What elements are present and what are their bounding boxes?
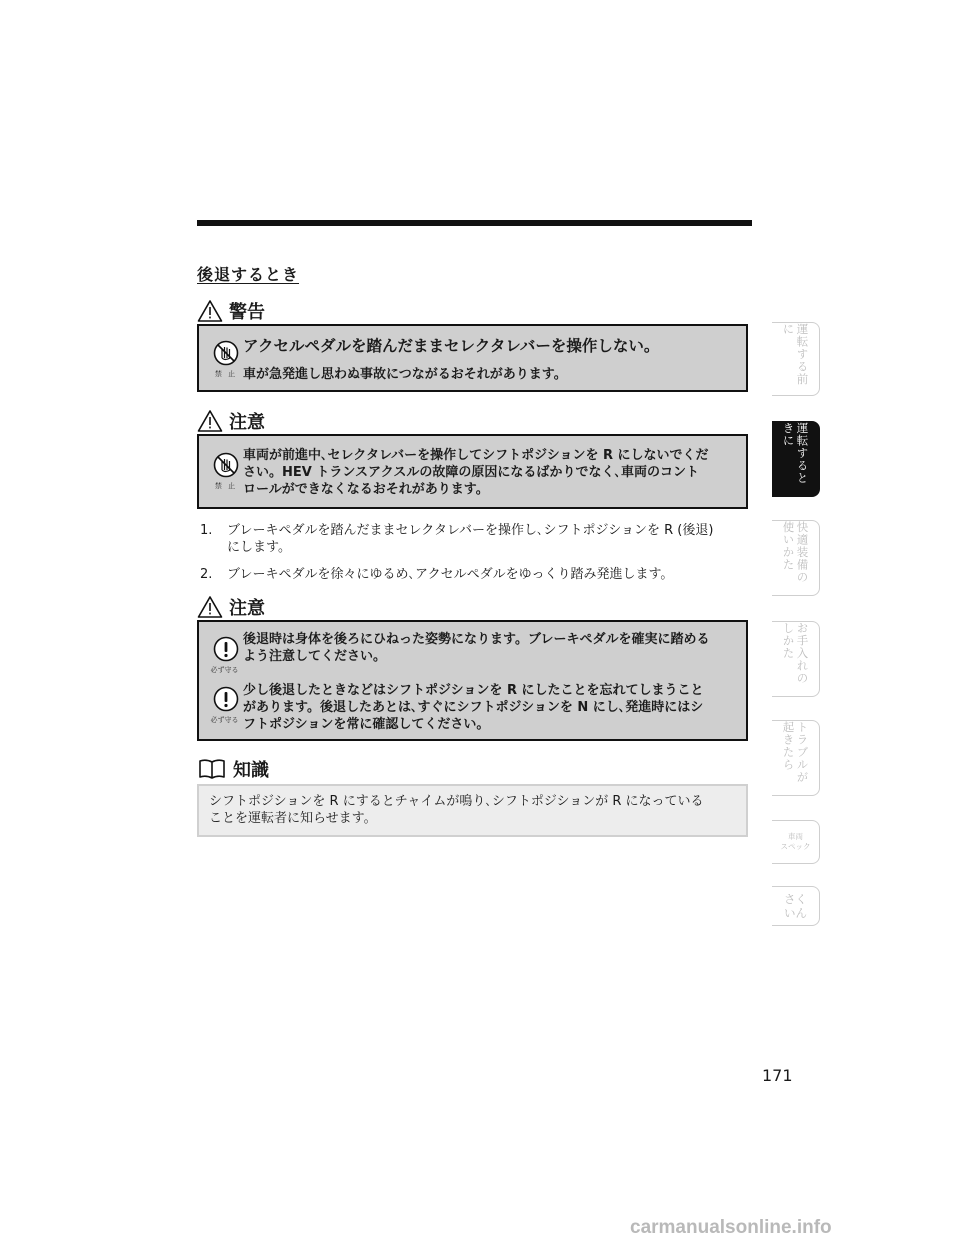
tab-maintenance[interactable]: [772, 621, 820, 697]
prohibition-label: 禁 止: [214, 370, 238, 378]
book-icon: [197, 757, 227, 781]
mandatory-pictogram: [211, 636, 241, 675]
tab-while-driving[interactable]: [772, 421, 820, 497]
tab-label: スペック: [780, 842, 811, 851]
knowledge-text: [209, 793, 736, 827]
text-line: さい。HEV トランスアクスルの故障の原因になるばかりでなく､車両のコント: [243, 465, 699, 480]
prohibition-pictogram: [211, 452, 241, 491]
step-list: [197, 522, 757, 593]
section-title: 後退するとき: [197, 265, 300, 284]
watermark: carmanualsonline.info: [630, 1217, 832, 1238]
tab-label: いん: [784, 906, 807, 920]
prohibition-pictogram: [211, 340, 241, 379]
step-item: [197, 566, 757, 583]
step-number: 2.: [200, 567, 213, 582]
caution-text: [243, 631, 734, 665]
prohibition-label: 禁 止: [214, 482, 238, 490]
text-line: よう注意してください。: [243, 649, 387, 664]
knowledge-heading: [197, 756, 269, 782]
text-line: ブレーキペダルを徐々にゆるめ､アクセルペダルをゆっくり踏み発進します。: [227, 567, 674, 582]
text-line: にします。: [227, 540, 291, 555]
text-line: 少し後退したときなどはシフトポジションを R にしたことを忘れてしまうこと: [243, 683, 704, 698]
prohibition-hand-icon: [213, 452, 239, 478]
text-line: フトポジションを常に確認してください。: [243, 717, 490, 732]
tab-before-driving[interactable]: [772, 322, 820, 396]
text-line: ことを運転者に知らせます。: [209, 811, 377, 826]
warning-text: 車が急発進し思わぬ事故につながるおそれがあります。: [243, 367, 567, 382]
warning-heading: [197, 298, 265, 324]
tab-label: さく: [784, 892, 807, 906]
step-item: [197, 522, 757, 556]
mandatory-pictogram: [211, 686, 241, 725]
text-line: シフトポジションを R にするとチャイムが鳴り､シフトポジションが R になっている: [209, 794, 704, 809]
tab-troubleshooting[interactable]: [772, 720, 820, 796]
mandatory-label: 必ず守る: [210, 666, 239, 674]
tab-label: 快適装備の使いかた: [781, 521, 810, 584]
text-line: ブレーキペダルを踏んだままセレクタレバーを操作し､シフトポジションを R (後退): [227, 523, 714, 538]
caution-box: [197, 620, 748, 741]
mandatory-label: 必ず守る: [210, 716, 239, 724]
text-line: ロールができなくなるおそれがあります。: [243, 482, 489, 497]
top-rule: [197, 220, 752, 226]
page-number: 171: [762, 1066, 793, 1085]
knowledge-heading-text: 知識: [233, 760, 269, 781]
caution-triangle-icon: [197, 409, 223, 433]
step-number: 1.: [200, 523, 213, 538]
caution-heading-text: 注意: [229, 412, 265, 433]
warning-box: [197, 324, 748, 392]
tab-vehicle-specs[interactable]: [772, 820, 820, 864]
mandatory-exclamation-icon: [213, 686, 239, 712]
caution-heading-text: 注意: [229, 598, 265, 619]
tab-comfort-features[interactable]: [772, 520, 820, 596]
text-line: 車両が前進中､セレクタレバーを操作してシフトポジションを R にしないでくだ: [243, 448, 709, 463]
tab-label: 運転するときに: [781, 422, 810, 485]
caution-box: [197, 434, 748, 509]
caution-text: [243, 447, 734, 498]
text-line: があります。後退したあとは､すぐにシフトポジションを N にし､発進時にはシ: [243, 700, 704, 715]
tab-label: 運転する前に: [781, 323, 810, 386]
prohibition-hand-icon: [213, 340, 239, 366]
text-line: 後退時は身体を後ろにひねった姿勢になります。ブレーキペダルを確実に踏める: [243, 632, 710, 647]
warning-title: アクセルペダルを踏んだままセレクタレバーを操作しない。: [243, 337, 660, 355]
caution-heading: [197, 408, 265, 434]
warning-heading-text: 警告: [229, 302, 265, 323]
caution-heading: [197, 594, 265, 620]
caution-triangle-icon: [197, 595, 223, 619]
caution-text: [243, 682, 734, 733]
tab-label: 車両: [788, 832, 803, 841]
tab-label: トラブルが起きたら: [781, 721, 810, 784]
tab-index[interactable]: [772, 886, 820, 926]
mandatory-exclamation-icon: [213, 636, 239, 662]
knowledge-box: [197, 784, 748, 837]
warning-triangle-icon: [197, 299, 223, 323]
tab-label: お手入れのしかた: [781, 622, 810, 685]
